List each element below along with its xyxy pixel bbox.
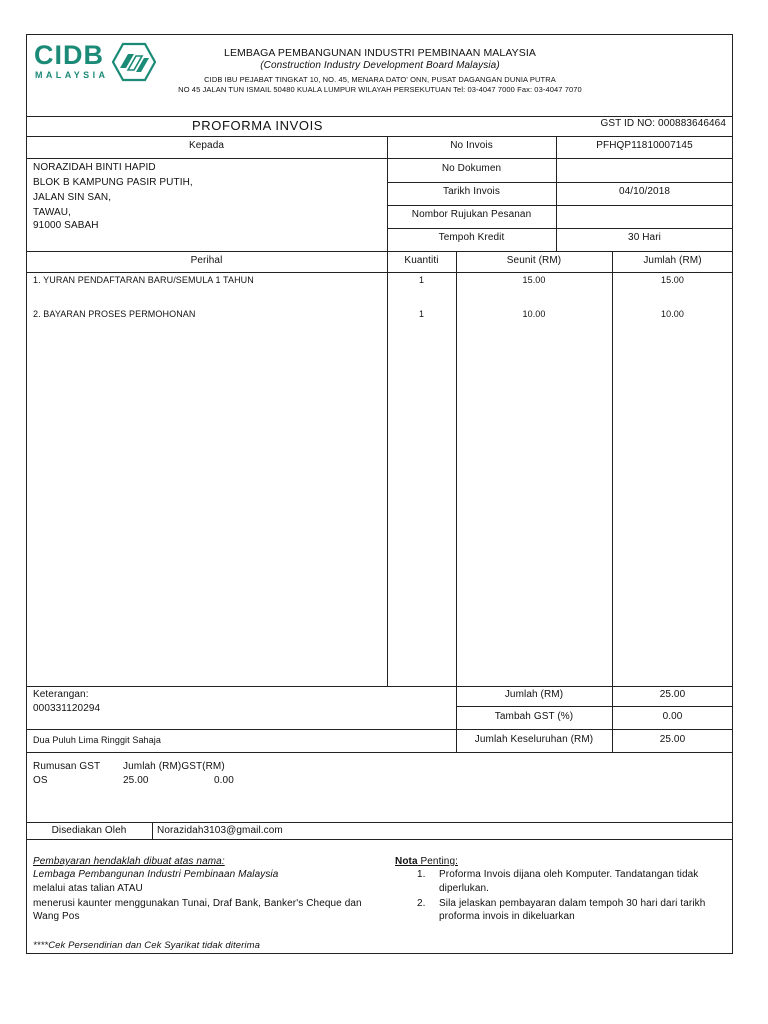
rujukan-pesanan-label: Nombor Rujukan Pesanan <box>411 209 532 220</box>
tarikh-invois-value: 04/10/2018 <box>618 186 671 197</box>
kepada-label: Kepada <box>188 140 225 151</box>
tempoh-kredit-label: Tempoh Kredit <box>438 232 505 243</box>
gst-summary <box>33 761 333 791</box>
nota-rest: Penting: <box>417 856 458 867</box>
amount-in-words: Dua Puluh Lima Ringgit Sahaja <box>33 735 161 745</box>
no-invois-label: No Invois <box>450 140 493 151</box>
logo-main-text: CIDB <box>34 40 104 70</box>
org-name: LEMBAGA PEMBANGUNAN INDUSTRI PEMBINAAN MALAYSIA <box>224 47 536 59</box>
recipient-line: NORAZIDAH BINTI HAPID <box>33 162 156 173</box>
item-quantity: 1 <box>418 275 425 285</box>
cidb-logo <box>32 40 156 84</box>
tambah-gst-label: Tambah GST (%) <box>494 711 574 722</box>
note-2-number: 2. <box>417 898 426 909</box>
no-invois-value: PFHQP11810007145 <box>596 140 693 151</box>
recipient-line: 91000 SABAH <box>33 220 99 231</box>
payment-heading: Pembayaran hendaklah dibuat atas nama: <box>33 856 225 867</box>
item-unit-price: 10.00 <box>522 309 546 319</box>
item-quantity: 1 <box>418 309 425 319</box>
jumlah-keseluruhan-value: 25.00 <box>659 734 686 745</box>
payment-line-3: Wang Pos <box>33 911 80 922</box>
disediakan-oleh-label: Disediakan Oleh <box>51 825 127 836</box>
address-line-2: NO 45 JALAN TUN ISMAIL 50480 KUALA LUMPUR WILAYAH PERSEKUTUAN Tel: 03-4047 7000 Fax: 03-4047 7070 <box>178 85 582 94</box>
col-header-jumlah: Jumlah (RM) <box>643 255 702 266</box>
payee-name: Lembaga Pembangunan Industri Pembinaan Malaysia <box>33 869 279 880</box>
recipient-line: BLOK B KAMPUNG PASIR PUTIH, <box>33 177 193 188</box>
nota-heading <box>395 856 458 868</box>
nota-bold: Nota <box>395 856 418 867</box>
gst-summary-header-amount: Jumlah (RM)GST(RM) <box>123 761 225 772</box>
gst-summary-amount: 25.00 <box>123 775 149 786</box>
jumlah-keseluruhan-label: Jumlah Keseluruhan (RM) <box>474 734 594 745</box>
table-row <box>26 274 733 288</box>
recipient-line: JALAN SIN SAN, <box>33 192 112 203</box>
tambah-gst-value: 0.00 <box>662 711 683 722</box>
item-description: 1. YURAN PENDAFTARAN BARU/SEMULA 1 TAHUN <box>33 275 254 285</box>
gst-summary-gst: 0.00 <box>214 775 234 786</box>
keterangan-value: 000331120294 <box>33 703 101 714</box>
payment-line-1: melalui atas talian ATAU <box>33 883 143 894</box>
item-total: 10.00 <box>660 309 685 319</box>
cidb-hexagon-logo-icon <box>112 42 156 82</box>
gst-id: GST ID NO: 000883646464 <box>600 118 726 129</box>
jumlah-value: 25.00 <box>659 689 686 700</box>
no-dokumen-label: No Dokumen <box>441 163 502 174</box>
recipient-line: TAWAU, <box>33 207 72 218</box>
item-description: 2. BAYARAN PROSES PERMOHONAN <box>33 309 196 319</box>
tarikh-invois-label: Tarikh Invois <box>443 186 500 197</box>
note-1-text-cont: diperlukan. <box>439 883 490 894</box>
payment-line-2: menerusi kaunter menggunakan Tunai, Draf Bank, Banker's Cheque dan <box>33 898 362 909</box>
col-header-kuantiti: Kuantiti <box>404 255 439 266</box>
address-line-1: CIDB IBU PEJABAT TINGKAT 10, NO. 45, MENARA DATO' ONN, PUSAT DAGANGAN DUNIA PUTRA <box>204 75 556 84</box>
disediakan-oleh-value: Norazidah3103@gmail.com <box>157 825 283 836</box>
gst-summary-code: OS <box>33 775 48 786</box>
invoice-title: PROFORMA INVOIS <box>192 118 324 133</box>
col-header-perihal: Perihal <box>190 255 223 266</box>
jumlah-label: Jumlah (RM) <box>504 689 564 700</box>
logo-sub-text: MALAYSIA <box>35 70 109 80</box>
keterangan-label: Keterangan: <box>33 689 89 700</box>
note-2-text-cont: proforma invois in dikeluarkan <box>439 911 575 922</box>
note-1-number: 1. <box>417 869 426 880</box>
item-total: 15.00 <box>660 275 685 285</box>
table-row <box>26 308 733 322</box>
note-1-text: Proforma Invois dijana oleh Komputer. Tandatangan tidak <box>439 869 699 880</box>
col-header-seunit: Seunit (RM) <box>506 255 562 266</box>
tempoh-kredit-value: 30 Hari <box>628 232 661 243</box>
cheque-note: ****Cek Persendirian dan Cek Syarikat tidak diterima <box>33 940 260 951</box>
gst-summary-header-code: Rumusan GST <box>33 761 101 772</box>
org-name-english: (Construction Industry Development Board Malaysia) <box>260 60 500 71</box>
item-unit-price: 15.00 <box>522 275 546 285</box>
note-2-text: Sila jelaskan pembayaran dalam tempoh 30 hari dari tarikh <box>439 898 706 909</box>
